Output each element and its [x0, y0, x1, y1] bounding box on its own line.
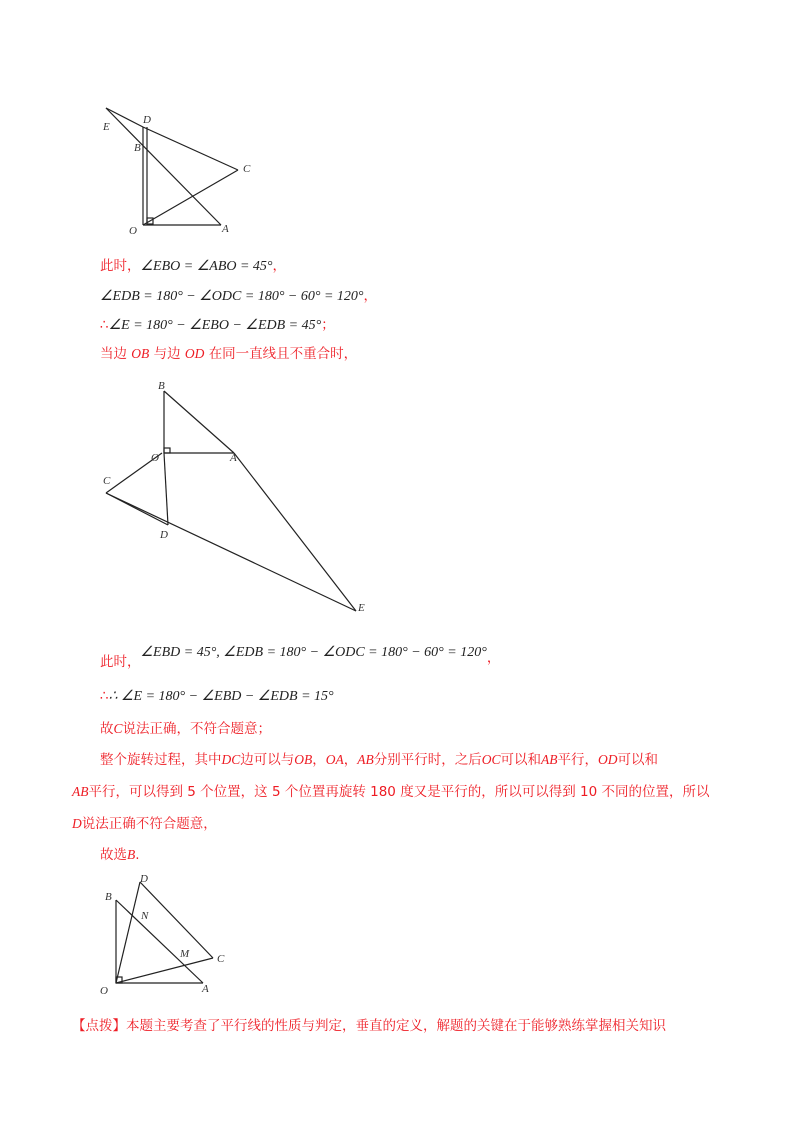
p8r1-v2: OB	[294, 752, 313, 767]
line-4-t3: 在同一直线且不重合时，	[208, 346, 358, 362]
line-3-prefix: ∴	[100, 317, 109, 333]
fig3-label-C: C	[217, 953, 225, 965]
p8r2-t1: 平行，可以得到 5 个位置，这 5 个位置再旋转 180 度又是平行的，所以可以得到 10 不同的位置，所以	[88, 784, 710, 800]
tip-line	[72, 1014, 666, 1034]
line-5-prefix: 此时，	[100, 654, 141, 670]
line-1-suffix: ，	[272, 258, 287, 274]
line-6-math: ∴ ∠E = 180° − ∠EBD − ∠EDB = 15°	[108, 689, 334, 704]
tip-tag: 【点拨】	[72, 1018, 126, 1034]
p8r1-t6: 可以和	[500, 752, 542, 768]
fig2-label-E: E	[358, 602, 365, 614]
fig2-label-C: C	[103, 475, 111, 487]
p8r1-v6: AB	[541, 752, 558, 767]
fig1-label-O: O	[129, 225, 137, 237]
fig1-label-B: B	[134, 142, 141, 154]
line-9-t1: 故选	[100, 847, 127, 863]
line-1-math: ∠EBO = ∠ABO = 45°	[140, 259, 273, 274]
p8r3-t1: 说法正确不符合题意，	[81, 816, 217, 832]
p8r1-t2: 边可以与	[240, 752, 295, 768]
line-7-t1: 故	[100, 721, 114, 737]
p8r1-t4: ，	[343, 752, 358, 768]
line-6-prefix: ∴	[100, 688, 109, 704]
line-2-suffix: ，	[363, 288, 378, 304]
fig1-label-A: A	[222, 223, 229, 235]
line-5-suffix: ，	[486, 650, 501, 666]
figure-3-lines	[116, 882, 213, 983]
line-7-v1: C	[113, 721, 123, 736]
fig1-label-E: E	[103, 121, 110, 133]
fig1-label-D: D	[143, 114, 151, 126]
line-2-math: ∠EDB = 180° − ∠ODC = 180° − 60° = 120°	[100, 289, 364, 304]
fig2-label-B: B	[158, 380, 165, 392]
p8r1-t5: 分别平行时，之后	[373, 752, 482, 768]
fig3-label-M: M	[180, 948, 190, 960]
line-5-math: ∠EBD = 45°, ∠EDB = 180° − ∠ODC = 180° − 60° = 120°	[140, 645, 487, 660]
p8r1-v5: OC	[481, 752, 501, 767]
fig3-label-D: D	[140, 873, 148, 885]
line-9-v1: B	[127, 847, 136, 862]
fig3-label-B: B	[105, 891, 112, 903]
p8r1-v1: DC	[221, 752, 241, 767]
p8r1-v3: OA	[325, 752, 344, 767]
fig3-label-A: A	[202, 983, 209, 995]
p8r2-v1: AB	[72, 784, 89, 799]
line-3-math: ∠E = 180° − ∠EBO − ∠EDB = 45°	[108, 318, 322, 333]
fig2-label-A: A	[230, 452, 237, 464]
line-9-t2: .	[135, 847, 140, 863]
line-4-t2: 与边	[153, 346, 181, 362]
fig1-label-C: C	[243, 163, 251, 175]
line-4-t1: 当边	[100, 346, 127, 362]
p8r1-v4: AB	[357, 752, 374, 767]
p8r3-v1: D	[72, 816, 82, 831]
line-4-v1: OB	[131, 346, 150, 361]
fig3-label-O: O	[100, 985, 108, 997]
p8r1-t3: ，	[312, 752, 326, 768]
line-7-t2: 说法正确，不符合题意；	[122, 721, 272, 737]
line-1-prefix: 此时，	[100, 258, 141, 274]
fig3-label-N: N	[141, 910, 149, 922]
p8r1-v7: OD	[598, 752, 618, 767]
p8r1-t1: 整个旋转过程，其中	[100, 752, 222, 768]
tip-text: 本题主要考查了平行线的性质与判定，垂直的定义，解题的关键在于能够熟练掌握相关知识	[126, 1018, 666, 1034]
line-3-suffix: ；	[321, 317, 335, 333]
fig2-label-O: O	[151, 452, 159, 464]
line-4-v2: OD	[184, 346, 205, 361]
fig2-label-D: D	[160, 529, 168, 541]
p8r1-t8: 可以和	[617, 752, 659, 768]
p8r1-t7: 平行，	[557, 752, 599, 768]
